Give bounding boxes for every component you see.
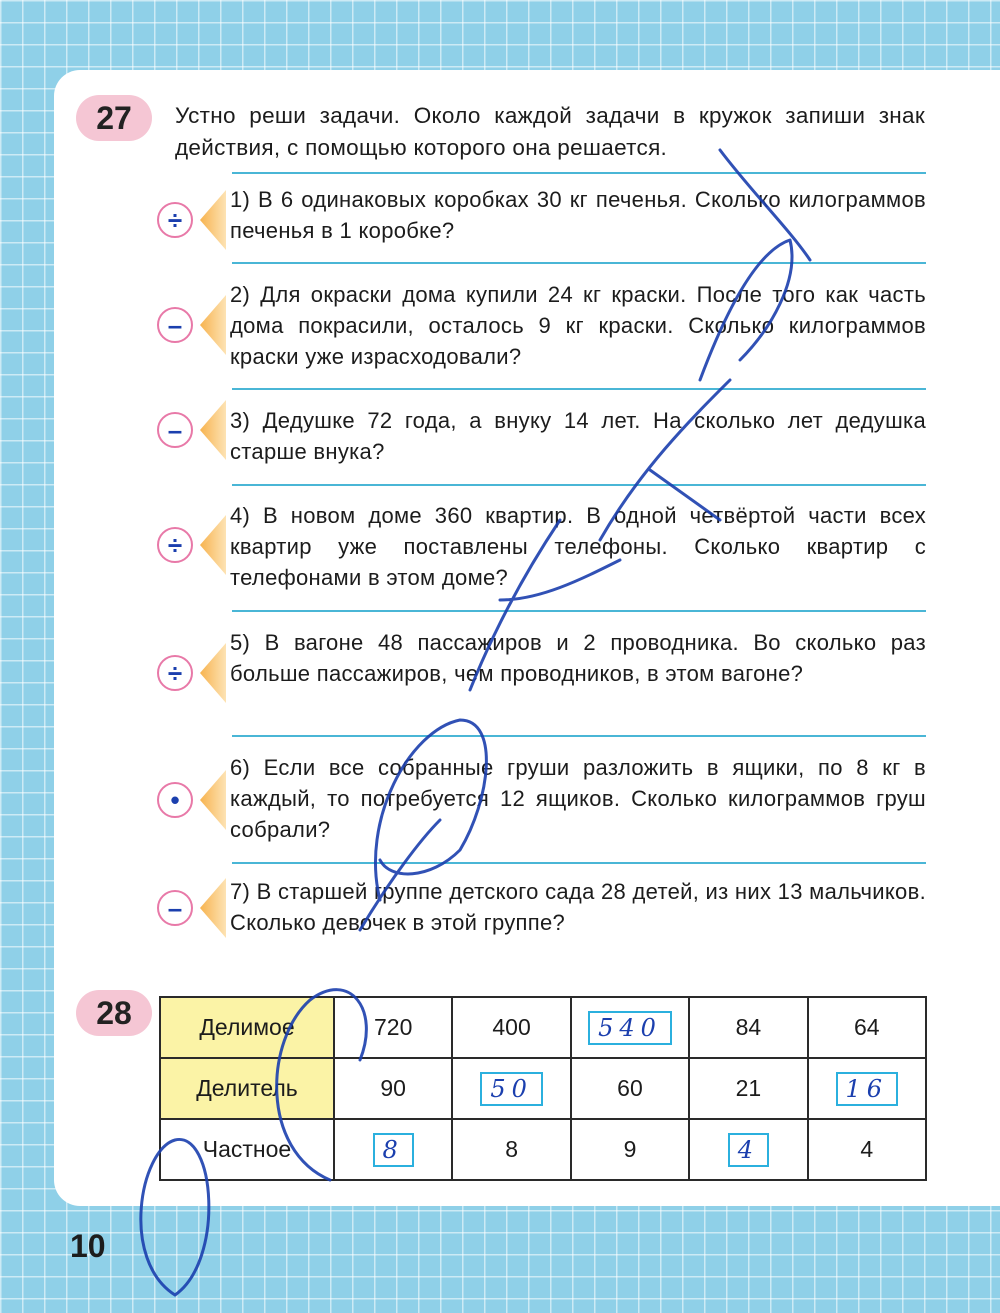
table-cell: 9 xyxy=(571,1119,689,1180)
table-cell: 64 xyxy=(808,997,926,1058)
table-cell[interactable] xyxy=(334,1119,452,1180)
exercise-28-badge: 28 xyxy=(76,990,152,1036)
table-cell: 720 xyxy=(334,997,452,1058)
table-row-quotient xyxy=(160,1119,926,1180)
row-label-quotient: Частное xyxy=(160,1119,334,1180)
row-label-dividend: Делимое xyxy=(160,997,334,1058)
table-cell: 84 xyxy=(689,997,807,1058)
task-6-text: 6) Если все собранные груши разложить в ящики, по 8 кг в каждый, то потребуется 12 ящиков. Сколько килограммов груш собрали? xyxy=(230,755,926,842)
answer-circle-5[interactable]: ÷ xyxy=(157,655,193,691)
row-label-divisor: Делитель xyxy=(160,1058,334,1119)
table-row-dividend xyxy=(160,997,926,1058)
exercise-27-instruction: Устно реши задачи. Около каждой задачи в кружок запиши знак действия, с помощью которого она решается. xyxy=(175,103,925,160)
divider-line xyxy=(232,735,926,737)
task-5-text: 5) В вагоне 48 пассажиров и 2 проводника. Во сколько раз больше пассажиров, чем проводников, в этом вагоне? xyxy=(230,630,926,686)
table-cell: 60 xyxy=(571,1058,689,1119)
table-cell: 90 xyxy=(334,1058,452,1119)
handwritten-answer[interactable]: 540 xyxy=(588,1011,672,1045)
table-cell: 21 xyxy=(689,1058,807,1119)
page-number: 10 xyxy=(70,1228,106,1264)
table-cell: 8 xyxy=(452,1119,570,1180)
table-cell[interactable] xyxy=(571,997,689,1058)
task-2-text: 2) Для окраски дома купили 24 кг краски. После того как часть дома покрасили, осталось 9 кг краски. Сколько килограммов краски уже израсходовали? xyxy=(230,282,926,369)
table-cell[interactable] xyxy=(689,1119,807,1180)
answer-circle-6[interactable]: • xyxy=(157,782,193,818)
divider-line xyxy=(232,172,926,174)
divider-line xyxy=(232,262,926,264)
divider-line xyxy=(232,484,926,486)
task-1-text: 1) В 6 одинаковых коробках 30 кг печенья. Сколько килограммов печенья в 1 коробке? xyxy=(230,187,926,243)
answer-circle-4[interactable]: ÷ xyxy=(157,527,193,563)
divider-line xyxy=(232,862,926,864)
exercise-27-badge: 27 xyxy=(76,95,152,141)
division-table xyxy=(159,996,927,1181)
divider-line xyxy=(232,610,926,612)
table-cell[interactable] xyxy=(808,1058,926,1119)
table-row-divisor xyxy=(160,1058,926,1119)
table-cell: 4 xyxy=(808,1119,926,1180)
task-4-text: 4) В новом доме 360 квартир. В одной четвёртой части всех квартир уже поставлены телефоны. Сколько квартир с телефонами в этом доме? xyxy=(230,503,926,590)
handwritten-answer[interactable]: 16 xyxy=(836,1072,899,1106)
table-cell[interactable] xyxy=(452,1058,570,1119)
answer-circle-7[interactable]: – xyxy=(157,890,193,926)
answer-circle-2[interactable]: – xyxy=(157,307,193,343)
handwritten-answer[interactable]: 50 xyxy=(480,1072,543,1106)
answer-circle-3[interactable]: – xyxy=(157,412,193,448)
table-cell: 400 xyxy=(452,997,570,1058)
divider-line xyxy=(232,388,926,390)
handwritten-answer[interactable]: 8 xyxy=(373,1133,414,1167)
task-7-text: 7) В старшей группе детского сада 28 детей, из них 13 мальчиков. Сколько девочек в этой группе? xyxy=(230,879,926,935)
task-3-text: 3) Дедушке 72 года, а внуку 14 лет. На сколько лет дедушка старше внука? xyxy=(230,408,926,464)
handwritten-answer[interactable]: 4 xyxy=(728,1133,769,1167)
answer-circle-1[interactable]: ÷ xyxy=(157,202,193,238)
